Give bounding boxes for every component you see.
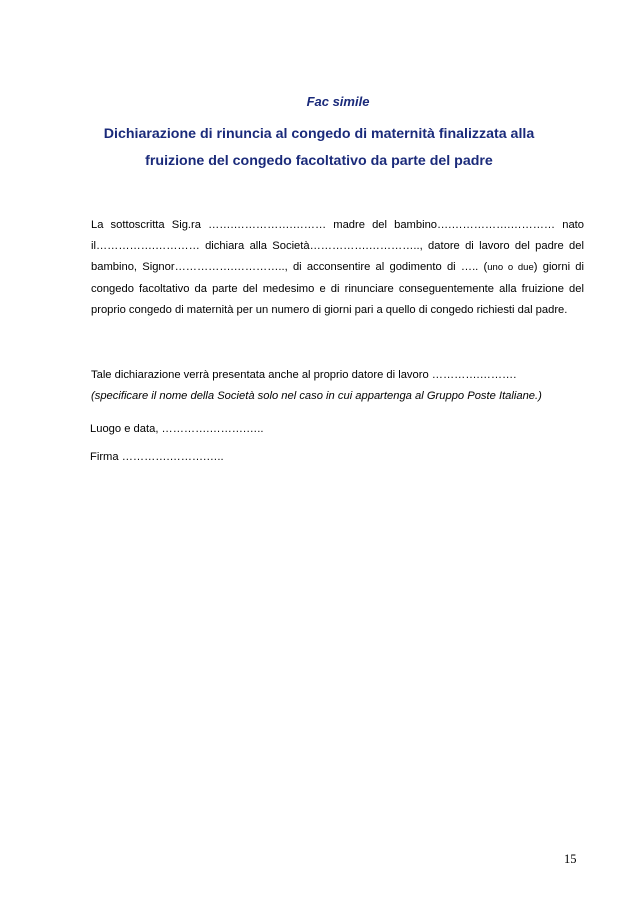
place-date-field: Luogo e data, ………….……….….. — [90, 423, 264, 435]
document-title: Dichiarazione di rinuncia al congedo di maternità finalizzata alla fruizione del congedo facoltativo da parte del padre — [103, 126, 535, 169]
declaration-text-part2: ) giorni di congedo facoltativo da parte del medesimo e di rinunciare conseguentemente alla fruizione del proprio congedo di maternità per un numero di giorni pari a quello di congedo richiesti dal padre. — [91, 261, 585, 316]
employer-paragraph — [91, 365, 584, 407]
fac-simile-label: Fac simile — [306, 94, 370, 109]
declaration-text-part1: La sottoscritta Sig.ra …….…………….……… madre del bambino….…………….………… nato il…………….………… dichiara alla Società…………….………….., datore di lavoro del padre del bambino, Signor…………….………….., di acconsentire al godimento di ….. ( — [91, 219, 584, 274]
employer-text: Tale dichiarazione verrà presentata anche al proprio datore di lavoro ………….………. — [91, 369, 517, 381]
signature-field: Firma ………….……….….. — [90, 451, 224, 463]
days-note: uno o due — [487, 262, 534, 274]
declaration-paragraph — [91, 215, 584, 321]
page-number: 15 — [564, 852, 577, 866]
employer-note: (specificare il nome della Società solo nel caso in cui appartenga al Gruppo Poste Italiane.) — [91, 390, 542, 403]
